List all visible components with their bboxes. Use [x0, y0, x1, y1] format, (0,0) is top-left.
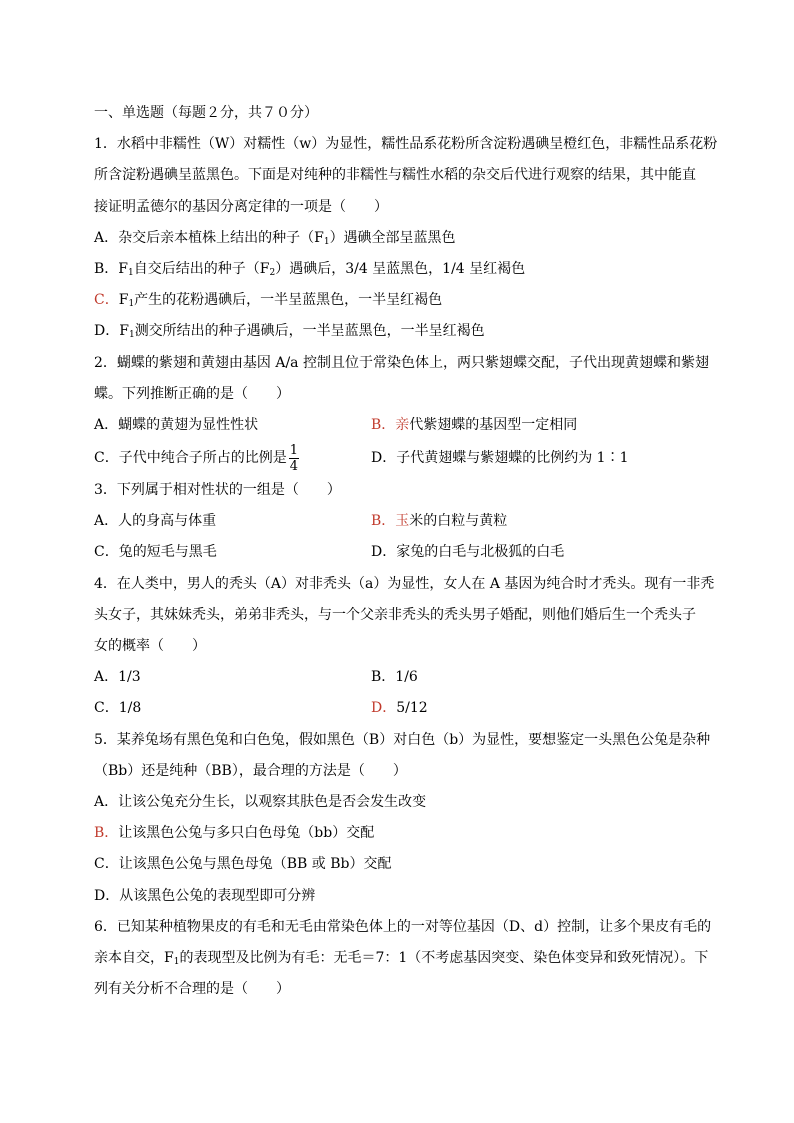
question-1-stem-line-3: 接证明孟德尔的基因分离定律的一项是（ ）: [94, 198, 388, 215]
question-4-stem-line-3: 女的概率（ ）: [94, 638, 206, 654]
question-4-answer-marker: D．: [371, 700, 397, 717]
question-2-option-a: A．蝴蝶的黄翅为显性性状: [94, 416, 259, 433]
question-4-options-row-1: [94, 662, 700, 693]
question-5-stem-line-1: 5．某养兔场有黑色兔和白色兔，假如黑色（B）对白色（b）为显性，要想鉴定一头黑色公兔是杂种: [94, 731, 711, 748]
question-2-options-row-2: [94, 441, 700, 475]
question-6-stem-line-3: 列有关分析不合理的是（ ）: [94, 981, 290, 998]
question-2-option-c: C．子代中纯合子所占的比例是 $\frac{1}{4}$: [94, 442, 298, 474]
question-1-option-d: D．$F_1$测交所结出的种子遇碘后，一半呈蓝黑色，一半呈红褐色: [94, 323, 485, 341]
question-2-answer-marker: B．: [371, 416, 396, 433]
question-4-option-d: D．5/12: [371, 700, 428, 717]
question-2-stem-line-2: 蝶。下列推断正确的是（ ）: [94, 385, 290, 402]
question-4-options-row-2: [94, 693, 700, 724]
question-2-option-b: B．亲代紫翅蝶的基因型一定相同: [371, 416, 578, 433]
question-2-options-row-1: [94, 410, 700, 441]
question-5: [94, 725, 711, 912]
question-5-option-c: C．让该黑色公兔与黑色母兔（BB 或 Bb）交配: [94, 856, 392, 873]
question-1-option-a: A．杂交后亲本植株上结出的种子$(F_1)$遇碘全部呈蓝黑色: [94, 229, 456, 247]
question-3-answer-marker: B．: [371, 513, 396, 530]
question-5-option-b: B．让该黑色公兔与多只白色母兔（bb）交配: [94, 825, 375, 842]
question-4-option-c: C．1/8: [94, 700, 142, 717]
question-1-option-c: C．$F_1$产生的花粉遇碘后，一半呈蓝黑色，一半呈红褐色: [94, 292, 443, 310]
question-1-stem-line-2: 所含淀粉遇碘呈蓝黑色。下面是对纯种的非糯性与糯性水稻的杂交后代进行观察的结果，其中能直: [94, 167, 696, 184]
question-3-options-row-2: [94, 537, 700, 568]
question-4-option-b: B．1/6: [371, 669, 418, 686]
question-5-stem-line-2: （Bb）还是纯种（BB），最合理的方法是（ ）: [94, 762, 407, 779]
question-2: [94, 348, 709, 476]
question-6: [94, 912, 712, 1006]
question-3-option-a: A．人的身高与体重: [94, 513, 217, 530]
question-3-option-c: C．兔的短毛与黑毛: [94, 544, 217, 561]
question-4-option-a: A．1/3: [94, 669, 141, 686]
question-1: [94, 129, 718, 347]
fraction-one-quarter: $\frac{1}{4}$: [289, 442, 298, 474]
question-6-stem-line-1: 6．已知某种植物果皮的有毛和无毛由常染色体上的一对等位基因（D、d）控制，让多个果皮有毛的: [94, 918, 712, 935]
question-4-stem-line-1: 4．在人类中，男人的秃头（A）对非秃头（a）为显性，女人在 A 基因为纯合时才秃头。现有一非秃: [94, 575, 715, 592]
question-1-answer-marker: C．: [94, 292, 119, 309]
question-6-stem-line-2: 亲本自交，$F_1$的表现型及比例为有毛：无毛＝7：1（不考虑基因突变、染色体变异和致死情况）。下: [94, 949, 709, 967]
question-1-option-b: B．$F_1$自交后结出的种子$(F_2)$遇碘后，3/4 呈蓝黑色，1/4 呈红褐色: [94, 260, 526, 278]
section-heading: 一、单选题（每题２分，共７０分）: [94, 105, 318, 121]
question-5-option-a: A．让该公兔充分生长，以观察其肤色是否会发生改变: [94, 793, 427, 810]
question-5-option-d: D．从该黑色公兔的表现型即可分辨: [94, 887, 316, 904]
question-3: [94, 475, 700, 569]
question-3-option-b: B．玉米的白粒与黄粒: [371, 513, 508, 530]
question-2-option-d: D．子代黄翅蝶与紫翅蝶的比例约为 1∶1: [371, 450, 629, 467]
question-1-stem-line-1: 1．水稻中非糯性（W）对糯性（w）为显性，糯性品系花粉所含淀粉遇碘呈橙红色，非糯性品系花粉: [94, 136, 718, 153]
question-2-stem-line-1: 2．蝴蝶的紫翅和黄翅由基因 A/a 控制且位于常染色体上，两只紫翅蝶交配，子代出现黄翅蝶和紫翅: [94, 354, 709, 371]
question-3-stem-line-1: 3．下列属于相对性状的一组是（ ）: [94, 482, 341, 499]
question-4-stem-line-2: 头女子，其妹妹秃头，弟弟非秃头，与一个父亲非秃头的秃头男子婚配，则他们婚后生一个秃头子: [94, 606, 696, 623]
question-5-answer-marker: B．: [94, 825, 119, 842]
question-3-option-d: D．家兔的白毛与北极狐的白毛: [371, 544, 565, 561]
question-3-options-row-1: [94, 506, 700, 537]
question-4: [94, 569, 715, 725]
